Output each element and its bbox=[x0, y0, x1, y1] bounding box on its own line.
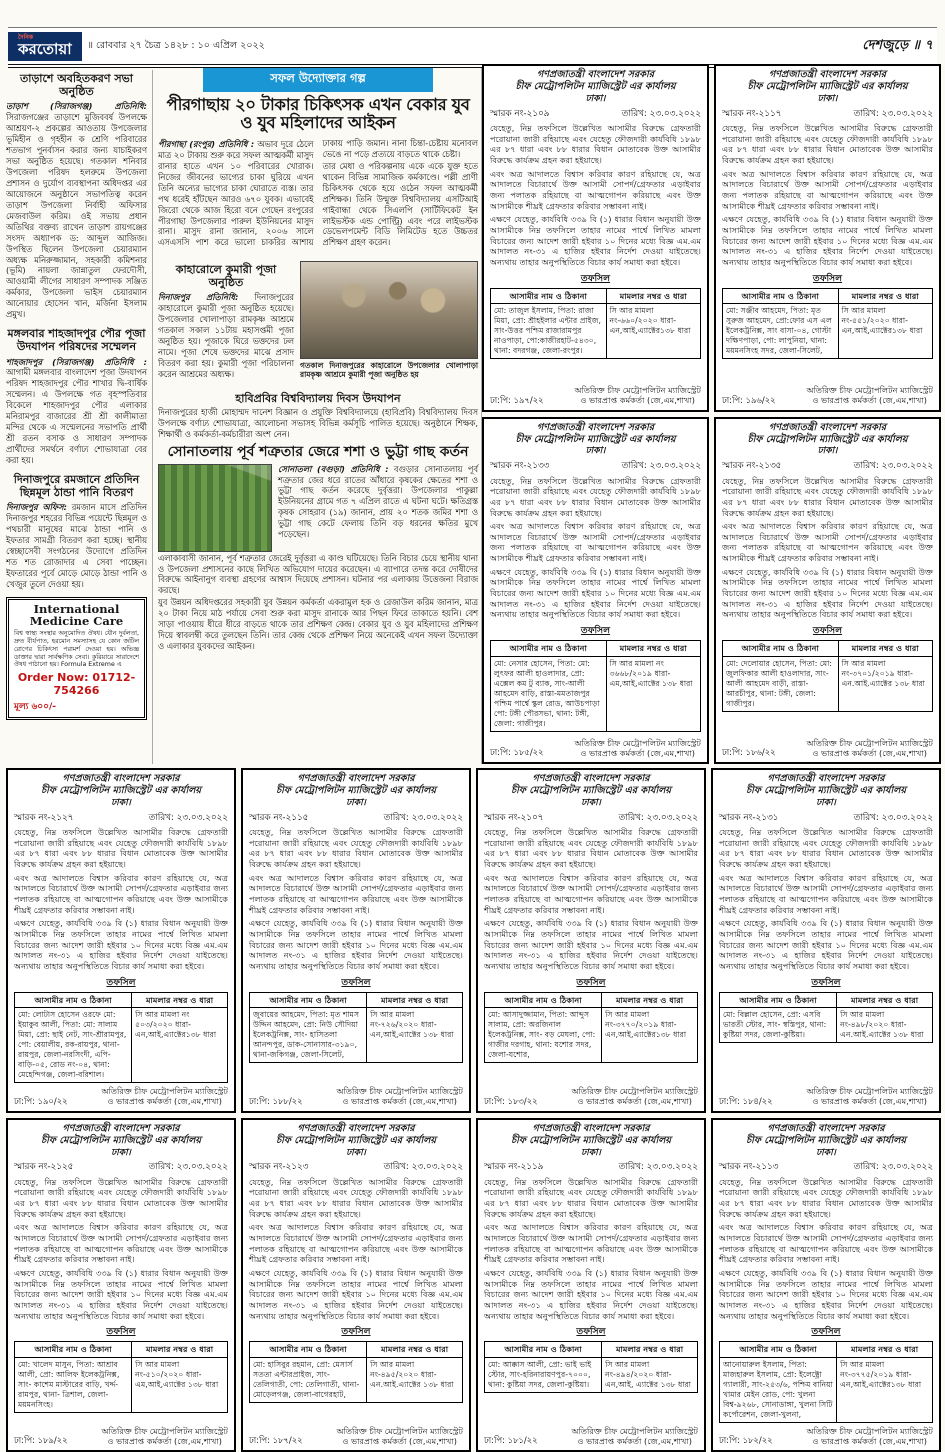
dp-number: ঢা:পি: ১৯৬/২২ bbox=[722, 394, 776, 405]
accused-table bbox=[722, 640, 933, 712]
notice-para-3: এক্ষণে যেহেতু, কার্যবিধি ৩৩৯ বি (১) ধারার বিধান অনুযায়ী উক্ত আসামীকে নিম্ন তফসিলে তাহার নামের পার্শ্বে লিখিত মামলা বিচারের জন্য আদেশ জারী হইবার ১০ দিনের মধ্যে বিজ্ঞ এম.এম আদালত নং-৩১ এ হাজির হইবার নির্দেশ দেওয়া যাইতেছে। অন্যথায় তাহার অনুপস্থিতিতে বিচার কার্য সমাধা করা হইবে। bbox=[249, 918, 463, 971]
memo-number: স্মারক নং-২১৩৩ bbox=[490, 461, 550, 472]
case-number-section: সি আর মামলা নং-৩৭০১/২০১৯ ধারা-এন.আই.এ্যাক্টের ১৩৮ ধারা bbox=[838, 656, 933, 711]
crop-field-photo bbox=[158, 464, 272, 552]
notice-para-2: এবং অত্র আদালতে বিশ্বাস করিবার কারণ রহিয়াছে যে, অত্র আদালতে বিচারার্থে উক্ত আসামী সোপর্দ/গ্রেফতার এড়াইবার জন্য পলাতক রহিয়াছে বা আত্মগোপন করিয়াছে এবং উক্ত আসামীকে শীঘ্রই গ্রেফতার করিবার সম্ভাবনা নাই। bbox=[722, 168, 933, 211]
case-number-section: সি আর মামলা নং ৫০৩/২০২০ ধারা-এন,আই,এ্যাক্টের১৩৮ ধারা bbox=[132, 1008, 228, 1083]
dp-number: ঢা:পি: ১৮২/২২ bbox=[719, 1435, 773, 1446]
accused-name-address: মো: লোটাস হোসেন ওরফে মো: ইয়াকুব আলী, পিতা: মো: সালাম মিয়া, প্রো: ছাই নেট, সাং-শ্রীরামপুর, পো: বেয়ালীয়, রক-রায়পুর, থানা-রায়পুর, জেলা-নরসিংদী, এপি-বাড়ি-০৫, রোড নং-০৪, থানা: মেহেন্দিগঞ্জ, জেলা-বরিশাল। bbox=[15, 1008, 132, 1083]
signature: অতিরিক্ত চীফ মেট্রোপলিটন ম্যাজিস্ট্রেট ও ভারপ্রাপ্ত কর্মকর্তা (জে,এম,শাখা) bbox=[336, 1425, 463, 1447]
accused-table bbox=[722, 288, 933, 360]
dp-number: ঢা:পি: ১৮৪/২২ bbox=[719, 1095, 773, 1106]
case-number-section: সি আর মামলা নং-৪৯৫/২০২০ ধারা-এন.আই.এ্যাক্টের ১৩৮ ধারা bbox=[367, 1357, 463, 1402]
feature-headline: পীরগাছায় ২০ টাকার চিকিৎসক এখন বেকার যুব ও যুব মহিলাদের আইকন bbox=[166, 95, 470, 133]
notice-para-1: যেহেতু, নিম্ন তফসিলে উল্লেখিত আসামীর বিরুদ্ধে গ্রেফতারী পরোয়ানা জারী রহিয়াছে এবং যেহেতু ফৌজদারী কার্যবিধি ১৮৯৮ এর ৮৭ ধারা এবং ৮৮ ধারার বিধান মোতাবেক উক্ত আসামীর বিরুদ্ধে কার্যক্রম গ্রহন করা হইয়াছে। bbox=[484, 827, 698, 870]
col-header-name-address: আসামীর নাম ও ঠিকানা bbox=[491, 641, 607, 657]
notice-para-1: যেহেতু, নিম্ন তফসিলে উল্লেখিত আসামীর বিরুদ্ধে গ্রেফতারী পরোয়ানা জারী রহিয়াছে এবং যেহেতু ফৌজদারী কার্যবিধি ১৮৯৮ এর ৮৭ ধারা এবং ৮৮ ধারার বিধান মোতাবেক উক্ত আসামীর বিরুদ্ধে কার্যক্রম গ্রহন করা হইয়াছে। bbox=[14, 827, 228, 870]
memo-number: স্মারক নং-২১২৩ bbox=[249, 1162, 309, 1173]
left-article bbox=[6, 72, 147, 320]
notice-date: তারিখ: ২৩.০৩.২০২২ bbox=[853, 461, 933, 472]
signature: অতিরিক্ত চীফ মেট্রোপলিটন ম্যাজিস্ট্রেট ও ভারপ্রাপ্ত কর্মকর্তা (জে,এম,শাখা) bbox=[336, 1086, 463, 1107]
gov-header: গণপ্রজাতন্ত্রী বাংলাদেশ সরকার চীফ মেট্রোপলিটন ম্যাজিস্ট্রেট এর কার্যালয় ঢাকা। bbox=[747, 421, 908, 457]
col-header-name-address: আসামীর নাম ও ঠিকানা bbox=[723, 288, 839, 304]
accused-table bbox=[719, 1341, 933, 1423]
col-header-name-address: আসামীর নাম ও ঠিকানা bbox=[250, 992, 367, 1008]
case-number-section: সি আর মামলা নং-৪৯৪/২০২০ ধারা-এন,আই, এ্যাক্টের ১৩৮ ধারা bbox=[602, 1357, 698, 1392]
memo-number: স্মারক নং-২১১৫ bbox=[249, 812, 309, 823]
court-notice bbox=[714, 417, 941, 765]
notice-para-1: যেহেতু, নিম্ন তফসিলে উল্লেখিত আসামীর বিরুদ্ধে গ্রেফতারী পরোয়ানা জারী রহিয়াছে এবং যেহেতু ফৌজদারী কার্যবিধি ১৮৯৮ এর ৮৭ ধারা এবং ৮৮ ধারার বিধান মোতাবেক উক্ত আসামীর বিরুদ্ধে কার্যক্রম গ্রহন করা হইয়াছে। bbox=[249, 1176, 463, 1219]
notice-para-2: এবং অত্র আদালতে বিশ্বাস করিবার কারণ রহিয়াছে যে, অত্র আদালতে বিচারার্থে উক্ত আসামী সোপর্দ/গ্রেফতার এড়াইবার জন্য পলাতক রহিয়াছে বা আত্মগোপন করিয়াছে এবং উক্ত আসামীকে শীঘ্রই গ্রেফতার করিবার সম্ভাবনা নাই। bbox=[719, 872, 933, 915]
top-notice-grid bbox=[482, 64, 941, 764]
tafsil-heading: তফসিল bbox=[576, 976, 606, 988]
accused-name-address: জুবায়ের আহমেদ, পিতা: মৃত শামস উদ্দিন আহমেদ, প্রো: নিউ সৌদিয়া ইলেকট্রনিক্স, সাং- হাসিতলা আনন্দপুর, ডাক-সোনাসার-৩১৯০, থানা-জকিগঞ্জ, জেলা-সিলেট, bbox=[250, 1008, 367, 1063]
memo-number: স্মারক নং-২১০৯ bbox=[490, 108, 550, 119]
accused-name-address: মো: আক্কাস আলী, প্রো: ভাই ভাই স্টোর, সাং-হরিনারায়ণপুর-৭০০০, থানা: কুষ্টিয়া সদর, জেলা-কুষ্টিয়া। bbox=[485, 1357, 602, 1392]
col-header-case-section: মামলার নম্বর ও ধারা bbox=[367, 992, 463, 1008]
notice-date: তারিখ: ২৩.০৩.২০২২ bbox=[853, 108, 933, 119]
memo-number: স্মারক নং-২১১৭ bbox=[722, 108, 782, 119]
notice-para-1: যেহেতু, নিম্ন তফসিলে উল্লেখিত আসামীর বিরুদ্ধে গ্রেফতারী পরোয়ানা জারী রহিয়াছে এবং যেহেতু ফৌজদারী কার্যবিধি ১৮৯৮ এর ৮৭ ধারা এবং ৮৮ ধারার বিধান মোতাবেক উক্ত আসামীর বিরুদ্ধে কার্যক্রম গ্রহন করা হইয়াছে। bbox=[490, 123, 701, 166]
tafsil-heading: তফসিল bbox=[580, 625, 611, 637]
article-headline: তাড়াশে অবহিতকরণ সভা অনুষ্ঠিত bbox=[20, 72, 133, 99]
habiprobi-body: দিনাজপুরের হাজী মোহাম্মদ দানেশ বিজ্ঞান ও প্রযুক্তি বিশ্ববিদ্যালয়ে (হাবিপ্রবি) বিশ্ববিদ্যালয় দিবস উপলক্ষে বর্ণাঢ্য শোভাযাত্রা, আলোচনা সভাসহ বিভিন্ন কর্মসূচি পালিত হয়েছে। অনুষ্ঠানে শিক্ষক, শিক্ষার্থী ও কর্মকর্তা-কর্মচারীরা অংশ নেন। bbox=[158, 407, 478, 439]
signature: অতিরিক্ত চীফ মেট্রোপলিটন ম্যাজিস্ট্রেট ও ভারপ্রাপ্ত কর্মকর্তা (জে,এম,শাখা) bbox=[101, 1425, 228, 1447]
article-byline: দিনাজপুর অফিস: bbox=[6, 502, 72, 513]
signature: অতিরিক্ত চীফ মেট্রোপলিটন ম্যাজিস্ট্রেট ও ভারপ্রাপ্ত কর্মকর্তা (জে,এম,শাখা) bbox=[806, 385, 933, 406]
left-article bbox=[6, 327, 147, 466]
habiprobi-headline: হাবিপ্রবির বিশ্ববিদ্যালয় দিবস উদযাপন bbox=[235, 391, 401, 405]
article-headline: মঙ্গলবার শাহজাদপুর পৌর পূজা উদযাপন পরিষদের সম্মেলন bbox=[7, 327, 146, 354]
col-header-case-section: মামলার নম্বর ও ধারা bbox=[838, 641, 933, 657]
dp-number: ঢা:পি: ১৮৬/২২ bbox=[722, 747, 776, 758]
signature: অতিরিক্ত চীফ মেট্রোপলিটন ম্যাজিস্ট্রেট ও ভারপ্রাপ্ত কর্মকর্তা (জে,এম,শাখা) bbox=[806, 1425, 933, 1447]
feature-body-1: অভাব দূরে ঠেলে মাত্র ২০ টাকায় শুরু করে সফল আত্মকর্মী মাসুদ রানার হাতে এখন ১০ পরিবারের খোরাক। নিজের জীবনের ভাগ্যের চাকা ঘুরিয়ে এখন তিনি অন্যের ভাগ্যের চাকা ঘোরাতে ব্যস্ত। তার পথ ধরেই হাঁটছেন আরও ৬৭০ যুবক। এভাবেই জিরো থেকে আজ হিরো বনে গেছেন রংপুরের পীরগাছা উপজেলার পারুল ইউনিয়নের মাসুদ রানা। মাসুদ রানা জানান, ২০০৬ সালে এসএসসি পাশ করে ভালো চাকরির আশায় ঢাকায় পাড়ি জমান। নানা চিন্তা-চেষ্টায় মনোবল ভেঙে না পড়ে প্রত্যয়ে বাড়তে থাকে চেষ্টা। bbox=[158, 137, 478, 248]
dp-number: ঢা:পি: ১৮৫/২২ bbox=[490, 747, 544, 758]
notice-date: তারিখ: ২৩.০৩.২০২২ bbox=[383, 1162, 463, 1173]
section-label: দেশজুড়ে ॥ ৭ bbox=[862, 37, 933, 53]
notice-para-2: এবং অত্র আদালতে বিশ্বাস করিবার কারণ রহিয়াছে যে, অত্র আদালতে বিচারার্থে উক্ত আসামী সোপর্দ/গ্রেফতার এড়াইবার জন্য পলাতক রহিয়াছে বা আত্মগোপন করিয়াছে এবং উক্ত আসামীকে শীঘ্রই গ্রেফতার করিবার সম্ভাবনা নাই। bbox=[14, 1222, 228, 1265]
signature: অতিরিক্ত চীফ মেট্রোপলিটন ম্যাজিস্ট্রেট ও ভারপ্রাপ্ত কর্মকর্তা (জে,এম,শাখা) bbox=[574, 385, 701, 406]
notice-date: তারিখ: ২৩.০৩.২০২২ bbox=[618, 812, 698, 823]
notice-para-2: এবং অত্র আদালতে বিশ্বাস করিবার কারণ রহিয়াছে যে, অত্র আদালতে বিচারার্থে উক্ত আসামী সোপর্দ/গ্রেফতার এড়াইবার জন্য পলাতক রহিয়াছে বা আত্মগোপন করিয়াছে এবং উক্ত আসামীকে শীঘ্রই গ্রেফতার করিবার সম্ভাবনা নাই। bbox=[249, 872, 463, 915]
accused-name-address: মো: দেলোয়ার হোসেন, পিতা: মো: জুলফিকার আলী হাওলাদার, সাং-আলী আহমেদ বাড়ী, রাস্তা- আরচীপুর, থানা: টঙ্গী, জেলা: গাজীপুর। bbox=[723, 656, 839, 711]
court-notice bbox=[241, 768, 471, 1113]
notice-para-2: এবং অত্র আদালতে বিশ্বাস করিবার কারণ রহিয়াছে যে, অত্র আদালতে বিচারার্থে উক্ত আসামী সোপর্দ/গ্রেফতার এড়াইবার জন্য পলাতক রহিয়াছে বা আত্মগোপন করিয়াছে এবং উক্ত আসামীকে শীঘ্রই গ্রেফতার করিবার সম্ভাবনা নাই। bbox=[484, 872, 698, 915]
accused-table bbox=[249, 1341, 463, 1403]
notice-date: তারিখ: ২৩.০৩.২০২২ bbox=[621, 461, 701, 472]
notice-date: তারিখ: ২৩.০৩.২০২২ bbox=[618, 1162, 698, 1173]
tafsil-heading: তফসিল bbox=[811, 976, 841, 988]
tafsil-heading: তফসিল bbox=[106, 976, 136, 988]
gov-header: গণপ্রজাতন্ত্রী বাংলাদেশ সরকার চীফ মেট্রোপলিটন ম্যাজিস্ট্রেট এর কার্যালয় ঢাকা। bbox=[745, 1122, 907, 1158]
accused-name-address: মো: আসাদুজ্জামান, পিতা: আব্দুস সালাম, প্রো: অরজিনাল ইলেকট্রনিক্স, সাং- বড় মেঘলা, পো: গাজীর দরগাহ, থানা: যশোর সদর, জেলা-যশোর, bbox=[485, 1008, 602, 1063]
memo-number: স্মারক নং-২১০৭ bbox=[484, 812, 544, 823]
masthead bbox=[8, 27, 937, 68]
case-number-section: সি আর মামলা নং-৫১০/২০২০ ধারা-এম,আই,এ্যাক্টের ১৩৮ ধারা bbox=[132, 1357, 228, 1412]
accused-name-address: মো: হাসিবুর রহমান, প্রো: মেসার্স সততা এন্টারপ্রাইজ, সাং-তেলিগাতী, পো: তেলিগাতী, থানা- মোড়েলগঞ্জ, জেলা-বাগেরহাট, bbox=[250, 1357, 367, 1402]
notice-date: তারিখ: ২৩.০৩.২০২২ bbox=[621, 108, 701, 119]
accused-name-address: মো: খালেদ মাসুন, পিতা: আশ্রাব আলী, প্রো: আলিফ ইলেকট্রনিক্স, সাং- কাশেম মাস্টারের বাড়ি, খর্দ্দ-রামপুর, থানা- ত্রিশাল, জেলা-ময়মনসিংহ। bbox=[15, 1357, 132, 1412]
court-notice bbox=[714, 64, 941, 412]
case-number-section: সি আর মামলা নং-৫৫১/২০২০ ধারা-এন,আই,এ্যাক্টের১৩৮ ধারা bbox=[838, 304, 933, 359]
notice-para-3: এক্ষণে যেহেতু, কার্যবিধি ৩৩৯ বি (১) ধারার বিধান অনুযায়ী উক্ত আসামীকে নিম্ন তফসিলে তাহার নামের পার্শ্বে লিখিত মামলা বিচারের জন্য আদেশ জারী হইবার ১০ দিনের মধ্যে বিজ্ঞ এম.এম আদালত নং-৩১ এ হাজির হইবার নির্দেশ দেওয়া যাইতেছে। অন্যথায় তাহার অনুপস্থিতিতে বিচার কার্য সমাধা করা হইবে। bbox=[249, 1267, 463, 1321]
notice-para-3: এক্ষণে যেহেতু, কার্যবিধি ৩৩৯ বি (১) ধারার বিধান অনুযায়ী উক্ত আসামীকে নিম্ন তফসিলে তাহার নামের পার্শ্বে লিখিত মামলা বিচারের জন্য আদেশ জারী হইবার ১০ দিনের মধ্যে বিজ্ঞ এম.এম আদালত নং-৩১ এ হাজির হইবার নির্দেশ দেওয়া যাইতেছে। অন্যথায় তাহার অনুপস্থিতিতে বিচার কার্য সমাধা করা হইবে। bbox=[490, 214, 701, 267]
signature: অতিরিক্ত চীফ মেট্রোপলিটন ম্যাজিস্ট্রেট ও ভারপ্রাপ্ত কর্মকর্তা (জে,এম,শাখা) bbox=[806, 737, 933, 758]
sonatola-byline: সোনাতলা (বগুড়া) প্রতিনিধি : bbox=[278, 463, 389, 474]
memo-number: স্মারক নং-২১১৩ bbox=[719, 1162, 779, 1173]
memo-number: স্মারক নং-২১৩৫ bbox=[722, 461, 782, 472]
notice-para-2: এবং অত্র আদালতে বিশ্বাস করিবার কারণ রহিয়াছে যে, অত্র আদালতে বিচারার্থে উক্ত আসামী সোপর্দ/গ্রেফতার এড়াইবার জন্য পলাতক রহিয়াছে বা আত্মগোপন করিয়াছে এবং উক্ত আসামীকে শীঘ্রই গ্রেফতার করিবার সম্ভাবনা নাই। bbox=[719, 1222, 933, 1265]
photo-caption: গতকাল দিনাজপুরের কাহারোলে উপজেলার খোলাপাড়া রামকৃষ্ণ আশ্রমে কুমারী পূজা অনুষ্ঠিত হয় bbox=[300, 360, 478, 380]
col-header-name-address: আসামীর নাম ও ঠিকানা bbox=[491, 288, 607, 304]
signature: অতিরিক্ত চীফ মেট্রোপলিটন ম্যাজিস্ট্রেট ও ভারপ্রাপ্ত কর্মকর্তা (জে,এম,শাখা) bbox=[571, 1086, 698, 1107]
notice-para-1: যেহেতু, নিম্ন তফসিলে উল্লেখিত আসামীর বিরুদ্ধে গ্রেফতারী পরোয়ানা জারী রহিয়াছে এবং যেহেতু ফৌজদারী কার্যবিধি ১৮৯৮ এর ৮৭ ধারা এবং ৮৮ ধারার বিধান মোতাবেক উক্ত আসামীর বিরুদ্ধে কার্যক্রম গ্রহন করা হইয়াছে। bbox=[484, 1176, 698, 1219]
case-number-section: সি আর মামলা নং-৩৭৭৫/২০১৯ ধারা-এন,আই,এ্যাক্টের১৩৮ ধারা bbox=[837, 1357, 933, 1422]
accused-name-address: মো: নেসার হোসেন, পিতা: মো: লুৎফর আলী হাওলাদার, প্রো: এক্সেল কম টু ব্যাক, সাং-আলী আহমেদ বাড়ি, রাস্তা-মমতাজপুর পশ্চিম পার্শ্বে স্কুল রোড, আউচপাড়া পো: টঙ্গী পৌরসভা, থানা: টঙ্গী, জেলা: গাজীপুর। bbox=[491, 656, 607, 731]
notice-date: তারিখ: ২৩.০৩.২০২২ bbox=[383, 812, 463, 823]
court-notice bbox=[711, 768, 941, 1113]
notice-para-2: এবং অত্র আদালতে বিশ্বাস করিবার কারণ রহিয়াছে যে, অত্র আদালতে বিচারার্থে উক্ত আসামী সোপর্দ/গ্রেফতার এড়াইবার জন্য পলাতক রহিয়াছে বা আত্মগোপন করিয়াছে এবং উক্ত আসামীকে শীঘ্রই গ্রেফতার করিবার সম্ভাবনা নাই। bbox=[249, 1222, 463, 1265]
court-notice bbox=[241, 1118, 471, 1452]
accused-table bbox=[719, 992, 933, 1044]
bottom-notice-grid bbox=[6, 768, 941, 1446]
feature-byline: পীরগাছা (রংপুর) প্রতিনিধি : bbox=[158, 138, 255, 149]
signature: অতিরিক্ত চীফ মেট্রোপলিটন ম্যাজিস্ট্রেট ও ভারপ্রাপ্ত কর্মকর্তা (জে,এম,শাখা) bbox=[806, 1086, 933, 1107]
accused-table bbox=[490, 640, 701, 732]
gov-header: গণপ্রজাতন্ত্রী বাংলাদেশ সরকার চীফ মেট্রোপলিটন ম্যাজিস্ট্রেট এর কার্যালয় ঢাকা। bbox=[745, 773, 907, 808]
notice-para-3: এক্ষণে যেহেতু, কার্যবিধি ৩৩৯ বি (১) ধারার বিধান অনুযায়ী উক্ত আসামীকে নিম্ন তফসিলে তাহার নামের পার্শ্বে লিখিত মামলা বিচারের জন্য আদেশ জারী হইবার ১০ দিনের মধ্যে বিজ্ঞ এম.এম আদালত নং-৩১ এ হাজির হইবার নির্দেশ দেওয়া যাইতেছে। অন্যথায় তাহার অনুপস্থিতিতে বিচার কার্য সমাধা করা হইবে। bbox=[719, 1267, 933, 1321]
accused-name-address: মো: বিল্লাল হোসেন, প্রো: এসবি ভারতী স্টোর, সাং- স্বস্তিপুর, থানা: কুষ্টিয়া সদর, জেলা-কুষ্টিয়া। bbox=[720, 1008, 837, 1043]
gov-header: গণপ্রজাতন্ত্রী বাংলাদেশ সরকার চীফ মেট্রোপলিটন ম্যাজিস্ট্রেট এর কার্যালয় ঢাকা। bbox=[275, 1122, 437, 1158]
tafsil-heading: তফসিল bbox=[812, 625, 843, 637]
notice-para-1: যেহেতু, নিম্ন তফসিলে উল্লেখিত আসামীর বিরুদ্ধে গ্রেফতারী পরোয়ানা জারী রহিয়াছে এবং যেহেতু ফৌজদারী কার্যবিধি ১৮৯৮ এর ৮৭ ধারা এবং ৮৮ ধারার বিধান মোতাবেক উক্ত আসামীর বিরুদ্ধে কার্যক্রম গ্রহন করা হইয়াছে। bbox=[719, 827, 933, 870]
tafsil-heading: তফসিল bbox=[811, 1326, 841, 1338]
gov-header: গণপ্রজাতন্ত্রী বাংলাদেশ সরকার চীফ মেট্রোপলিটন ম্যাজিস্ট্রেট এর কার্যালয় ঢাকা। bbox=[515, 69, 676, 104]
feature-body-2: তার মেধা ও পরিকল্পনায় একে একে যুক্ত হতে থাকেন বিভিন্ন সামাজিক কর্মকাণ্ডে। পল্লী প্রাণী চিকিৎসক থেকে হয়ে ওঠেন সফল আত্মকর্মী প্রশিক্ষক। তিনি উন্মুক্ত বিশ্ববিদ্যালয় এসটিআই গাইবান্ধা থেকে সিএলপি (সার্টিফিকেট ইন লাইভস্টক এন্ড পোল্ট্রি) এবং পরে লাইভস্টক ডেভেলপমেন্ট বিডি লিমিটেড হতে উচ্চতর প্রশিক্ষণ গ্রহণ করেন। bbox=[322, 160, 478, 248]
tafsil-heading: তফসিল bbox=[812, 272, 843, 284]
article-body: দিনাজপুরের কাহারোলে কুমারী পূজা অনুষ্ঠিত হয়েছে। উপজেলার খোলাপাড়া রামকৃষ্ণ আশ্রমে গতকাল সকাল ১১টায় মহাসপ্তমী পূজা অনুষ্ঠিত হয়। পূজাকে ঘিরে ভক্তদের ঢল নামে। পূজা শেষে ভক্তদের মাঝে প্রসাদ বিতরণ করা হয়। কুমারী পূজা পরিচালনা করেন আশ্রমের অধ্যক্ষ। bbox=[158, 292, 294, 379]
notice-para-1: যেহেতু, নিম্ন তফসিলে উল্লেখিত আসামীর বিরুদ্ধে গ্রেফতারী পরোয়ানা জারী রহিয়াছে এবং যেহেতু ফৌজদারী কার্যবিধি ১৮৯৮ এর ৮৭ ধারা এবং ৮৮ ধারার বিধান মোতাবেক উক্ত আসামীর বিরুদ্ধে কার্যক্রম গ্রহন করা হইয়াছে। bbox=[14, 1176, 228, 1219]
notice-para-2: এবং অত্র আদালতে বিশ্বাস করিবার কারণ রহিয়াছে যে, অত্র আদালতে বিচারার্থে উক্ত আসামী সোপর্দ/গ্রেফতার এড়াইবার জন্য পলাতক রহিয়াছে বা আত্মগোপন করিয়াছে এবং উক্ত আসামীকে শীঘ্রই গ্রেফতার করিবার সম্ভাবনা নাই। bbox=[484, 1222, 698, 1265]
col-header-case-section: মামলার নম্বর ও ধারা bbox=[837, 992, 933, 1008]
article-body: সিরাজগঞ্জের তাড়াশে মুজিববর্ষ উপলক্ষে আশ্রয়ণ-২ প্রকল্পের আওতায় উপজেলার ভূমিহীন ও গৃহহীন ক শ্রেণি পরিবারের শতভাগ পুনর্বাসন করার জন্য যাচাইকরণ সভা অনুষ্ঠিত হয়েছে। গতকাল শনিবার উপজেলা পরিষদ হলরুমে উপজেলা প্রশাসন ও দুর্যোগ ব্যবস্থাপনা অধিদপ্তর এর আয়োজনে অনুষ্ঠানে সভাপতিত্ব করেন তাড়াশ উপজেলা নির্বাহী অফিসার মেজবাউল করিম। ওই সভায় প্রধান অতিথির বক্তব্য রাখেন তাড়াশ রায়গঞ্জের সংসদ অধ্যাপক ড: আব্দুল আজিজ। উপস্থিত ছিলেন উপজেলা চেয়ারম্যান অধ্যক্ষ মনিরুজ্জামান, সহকারী কমিশনার (ভূমি) নায়লা জান্নাতুল ফেরদৌসী, আওয়ামী লীগের সাধারণ সম্পাদক সঞ্জিত কর্মকার, উপজেলা ভাইস চেয়ারম্যান আনোয়ার হোসেন খান, মর্জিনা ইসলাম প্রমুখ। bbox=[6, 112, 147, 320]
gov-header: গণপ্রজাতন্ত্রী বাংলাদেশ সরকার চীফ মেট্রোপলিটন ম্যাজিস্ট্রেট এর কার্যালয় ঢাকা। bbox=[40, 773, 202, 808]
ad-title: International Medicine Care bbox=[29, 601, 124, 629]
col-header-case-section: মামলার নম্বর ও ধারা bbox=[606, 288, 701, 304]
notice-para-2: এবং অত্র আদালতে বিশ্বাস করিবার কারণ রহিয়াছে যে, অত্র আদালতে বিচারার্থে উক্ত আসামী সোপর্দ/গ্রেফতার এড়াইবার জন্য পলাতক রহিয়াছে বা আত্মগোপন করিয়াছে এবং উক্ত আসামীকে শীঘ্রই গ্রেফতার করিবার সম্ভাবনা নাই। bbox=[722, 521, 933, 564]
dp-number: ঢা:পি: ১৮৯/২২ bbox=[14, 1435, 68, 1446]
col-header-case-section: মামলার নম্বর ও ধারা bbox=[837, 1342, 933, 1358]
memo-number: স্মারক নং-২১২৫ bbox=[14, 1162, 74, 1173]
left-article bbox=[6, 473, 147, 590]
signature: অতিরিক্ত চীফ মেট্রোপলিটন ম্যাজিস্ট্রেট ও ভারপ্রাপ্ত কর্মকর্তা (জে,এম,শাখা) bbox=[574, 737, 701, 758]
court-notice bbox=[482, 64, 709, 412]
col-header-case-section: মামলার নম্বর ও ধারা bbox=[132, 992, 228, 1008]
tafsil-heading: তফসিল bbox=[576, 1326, 606, 1338]
notice-para-3: এক্ষণে যেহেতু, কার্যবিধি ৩৩৯ বি (১) ধারার বিধান অনুযায়ী উক্ত আসামীকে নিম্ন তফসিলে তাহার নামের পার্শ্বে লিখিত মামলা বিচারের জন্য আদেশ জারী হইবার ১০ দিনের মধ্যে বিজ্ঞ এম.এম আদালত নং-৩১ এ হাজির হইবার নির্দেশ দেওয়া যাইতেছে। অন্যথায় তাহার অনুপস্থিতিতে বিচার কার্য সমাধা করা হইবে। bbox=[484, 918, 698, 971]
notice-para-1: যেহেতু, নিম্ন তফসিলে উল্লেখিত আসামীর বিরুদ্ধে গ্রেফতারী পরোয়ানা জারী রহিয়াছে এবং যেহেতু ফৌজদারী কার্যবিধি ১৮৯৮ এর ৮৭ ধারা এবং ৮৮ ধারার বিধান মোতাবেক উক্ত আসামীর বিরুদ্ধে কার্যক্রম গ্রহন করা হইয়াছে। bbox=[722, 123, 933, 166]
gov-header: গণপ্রজাতন্ত্রী বাংলাদেশ সরকার চীফ মেট্রোপলিটন ম্যাজিস্ট্রেট এর কার্যালয় ঢাকা। bbox=[510, 1122, 672, 1158]
sonatola-body: বগুড়ার সোনাতলায় পূর্ব শত্রুতার জের ধরে রাতের আঁধারে কৃষকের ক্ষেতের শশা ও ভুট্টা গাছ কর্তন করেছে দুর্বৃত্তরা। উপজেলার পাকুল্লা ইউনিয়নের গ্রামে গত ৭ এপ্রিল রাতে এ ঘটনা ঘটে। ক্ষতিগ্রস্ত কৃষক সোহরাব (১৯) জানান, প্রায় ২০ শতক জমির শশা ও ভুট্টা গাছ কেটে ফেলায় তিনি বড় ধরনের ক্ষতির মুখে পড়েছেন। bbox=[278, 463, 478, 540]
col-header-name-address: আসামীর নাম ও ঠিকানা bbox=[485, 992, 602, 1008]
date-line: ॥ রোববার ২৭ চৈত্র ১৪২৮ : ১০ এপ্রিল ২০২২ bbox=[88, 39, 265, 54]
tafsil-heading: তফসিল bbox=[580, 272, 611, 284]
ad-price: মূল্য ৬০০/- bbox=[14, 702, 57, 713]
notice-para-3: এক্ষণে যেহেতু, কার্যবিধি ৩৩৯ বি (১) ধারার বিধান অনুযায়ী উক্ত আসামীকে নিম্ন তফসিলে তাহার নামের পার্শ্বে লিখিত মামলা বিচারের জন্য আদেশ জারী হইবার ১০ দিনের মধ্যে বিজ্ঞ এম.এম আদালত নং-৩১ এ হাজির হইবার নির্দেশ দেওয়া যাইতেছে। অন্যথায় তাহার অনুপস্থিতিতে বিচার কার্য সমাধা করা হইবে। bbox=[14, 1267, 228, 1321]
accused-table bbox=[490, 288, 701, 360]
col-header-name-address: আসামীর নাম ও ঠিকানা bbox=[485, 1342, 602, 1358]
ad-body-text: বিশ্ব স্বাস্থ্য সংস্থার অনুমোদিত ঔষধ। যৌন দুর্বলতা, দ্রুত বীর্যপাত, হরমোন সমস্যাসহ যে কোন জটিল রোগের চিকিৎসা পরামর্শ দেওয়া হয়। অভিজ্ঞ ডাক্তার দ্বারা সার্বক্ষণিক সেবা। কুরিয়ারে সারাদেশে ঔষধ পাঠানো হয়। Formula Extreme এ bbox=[14, 630, 139, 669]
col-header-case-section: মামলার নম্বর ও ধারা bbox=[602, 1342, 698, 1358]
article-body: আগামী মঙ্গলবার বাংলাদেশ পূজা উদযাপন পরিষদ শাহজাদপুর পৌর শাখার দ্বি-বার্ষিক সম্মেলন। এ উপলক্ষে গত বৃহস্পতিবার বিকেলে শাহজাদপুর পৌর এলাকার মনিরামপুর বাজারের শ্রী শ্রী কালীমাতা মন্দির থেকে এ সম্মেলনের সভাপতি প্রার্থী শ্রী রতন বসাক ও সাধারণ সম্পাদক প্রার্থীদের সমর্থনে বর্ণাঢ্য শোভাযাত্রা বের করা হয়। bbox=[6, 367, 147, 465]
memo-number: স্মারক নং-২১২৭ bbox=[14, 812, 74, 823]
gov-header: গণপ্রজাতন্ত্রী বাংলাদেশ সরকার চীফ মেট্রোপলিটন ম্যাজিস্ট্রেট এর কার্যালয় ঢাকা। bbox=[515, 421, 676, 457]
gov-header: গণপ্রজাতন্ত্রী বাংলাদেশ সরকার চীফ মেট্রোপলিটন ম্যাজিস্ট্রেট এর কার্যালয় ঢাকা। bbox=[275, 773, 437, 808]
logo-text: করতোয়া bbox=[18, 39, 72, 58]
col-header-name-address: আসামীর নাম ও ঠিকানা bbox=[723, 641, 839, 657]
dp-number: ঢা:পি: ১৮৩/২২ bbox=[484, 1095, 538, 1106]
ad-box bbox=[6, 597, 147, 721]
col-header-name-address: আসামীর নাম ও ঠিকানা bbox=[720, 1342, 837, 1358]
case-number-section: সি আর মামলা নং ৩৬৬৮/২০১৯ ধারা-এম,আই,এ্যাক্টের ১৩৮ ধারা bbox=[606, 656, 701, 731]
article-byline: শাহজাদপুর (সিরাজগঞ্জ) প্রতিনিধি : bbox=[6, 356, 147, 367]
court-notice bbox=[711, 1118, 941, 1452]
col-header-case-section: মামলার নম্বর ও ধারা bbox=[132, 1342, 228, 1358]
feature-tail: যুব উন্নয়ন অধিদপ্তরের সহকারী যুব উন্নয়ন কর্মকর্তা একরামুল হক ও রেজাউল করিম জানান, মাত্র ২০ টাকা নিয়ে মাঠ পর্যায়ে সেবা শুরু করা মাসুদ রানাকে আর পিছন ফিরে তাকাতে হয়নি। বেশ সাড়া পাওয়ায় ধীরে ধীরে বাড়তে থাকে তার প্রশিক্ষণ কেন্দ্র। বেকার যুব ও যুব মহিলাদের প্রশিক্ষণ দিয়ে স্বাবলম্বী করে তুলছেন তিনি। তার কেন্দ্র থেকে প্রশিক্ষণ নিয়ে অনেকেই এখন সফল উদ্যোক্তা ও এলাকার যুবকদের আইকন। bbox=[158, 597, 478, 652]
col-header-name-address: আসামীর নাম ও ঠিকানা bbox=[15, 1342, 132, 1358]
dp-number: ঢা:পি: ১৯০/২২ bbox=[14, 1095, 68, 1106]
article-headline: দিনাজপুরে রমজানে প্রতিদিন ছিন্নমূল ঠান্ডা পানি বিতরণ bbox=[13, 472, 140, 500]
notice-para-2: এবং অত্র আদালতে বিশ্বাস করিবার কারণ রহিয়াছে যে, অত্র আদালতে বিচারার্থে উক্ত আসামী সোপর্দ/গ্রেফতার এড়াইবার জন্য পলাতক রহিয়াছে বা আত্মগোপন করিয়াছে এবং উক্ত আসামীকে শীঘ্রই গ্রেফতার করিবার সম্ভাবনা নাই। bbox=[14, 872, 228, 915]
dp-number: ঢা:পি: ১৯৭/২২ bbox=[490, 394, 544, 405]
article-byline: তাড়াশ (সিরাজগঞ্জ) প্রতিনিধি: bbox=[6, 101, 147, 112]
court-notice bbox=[482, 417, 709, 765]
court-notice bbox=[476, 1118, 706, 1452]
notice-para-3: এক্ষণে যেহেতু, কার্যবিধি ৩৩৯ বি (১) ধারার বিধান অনুযায়ী উক্ত আসামীকে নিম্ন তফসিলে তাহার নামের পার্শ্বে লিখিত মামলা বিচারের জন্য আদেশ জারী হইবার ১০ দিনের মধ্যে বিজ্ঞ এম.এম আদালত নং-৩১ এ হাজির হইবার নির্দেশ দেওয়া যাইতেছে। অন্যথায় তাহার অনুপস্থিতিতে বিচার কার্য সমাধা করা হইবে। bbox=[722, 214, 933, 267]
dp-number: ঢা:পি: ১৮৭/২২ bbox=[249, 1435, 303, 1446]
feature-kicker: সফল উদ্যোক্তার গল্প bbox=[203, 68, 433, 92]
article-headline: কাহারোলে কুমারী পূজা অনুষ্ঠিত bbox=[175, 262, 277, 290]
notice-date: তারিখ: ২৩.০৩.২০২২ bbox=[148, 1162, 228, 1173]
article-byline: দিনাজপুর প্রতিনিধি: bbox=[158, 292, 239, 303]
accused-name-address: মো: সঞ্জীব আহমেদ, পিতা: মৃত সুরুজ আহমেদ, প্রো:ফোর এস এল ইলেকট্রনিক্স, সাং বাসা-০৪, গোস্টা দক্ষিণপাড়া, পো: লাপুনিয়া, থানা: ময়মনসিংহ সদর, জেলা-সিলেট, bbox=[723, 304, 839, 359]
case-number-section: সি আর মামলা নং-৭২৬/২০২০ ধারা-এন,আই,এ্যাক্টের ১৩৮ ধারা bbox=[367, 1008, 463, 1063]
left-column bbox=[6, 70, 153, 764]
gov-header: গণপ্রজাতন্ত্রী বাংলাদেশ সরকার চীফ মেট্রোপলিটন ম্যাজিস্ট্রেট এর কার্যালয় ঢাকা। bbox=[747, 69, 908, 104]
notice-para-1: যেহেতু, নিম্ন তফসিলে উল্লেখিত আসামীর বিরুদ্ধে গ্রেফতারী পরোয়ানা জারী রহিয়াছে এবং যেহেতু ফৌজদারী কার্যবিধি ১৮৯৮ এর ৮৭ ধারা এবং ৮৮ ধারার বিধান মোতাবেক উক্ত আসামীর বিরুদ্ধে কার্যক্রম গ্রহন করা হইয়াছে। bbox=[490, 475, 701, 518]
sonatola-headline: সোনাতলায় পূর্ব শত্রুতার জেরে শশা ও ভুট্টা গাছ কর্তন bbox=[167, 443, 469, 460]
case-number-section: সি আর মামলা নং-৪৯৮/২০২০ ধারা-এন.আই.এ্যাক্টের ১৩৮ ধারা bbox=[837, 1008, 933, 1043]
case-number-section: সি আর মামলা নং-৩৭৭০/২০১৯ ধারা-এন,আই,এ্যাক্টের১৩৮ ধারা bbox=[602, 1008, 698, 1063]
ad-order-line: Order Now: 01712-754266 bbox=[17, 671, 136, 698]
signature: অতিরিক্ত চীফ মেট্রোপলিটন ম্যাজিস্ট্রেট ও ভারপ্রাপ্ত কর্মকর্তা (জে,এম,শাখা) bbox=[571, 1425, 698, 1447]
kaharole-article bbox=[158, 261, 294, 380]
court-notice bbox=[476, 768, 706, 1113]
memo-number: স্মারক নং-২১১৯ bbox=[484, 1162, 544, 1173]
col-header-case-section: মামলার নম্বর ও ধারা bbox=[367, 1342, 463, 1358]
notice-para-3: এক্ষণে যেহেতু, কার্যবিধি ৩৩৯ বি (১) ধারার বিধান অনুযায়ী উক্ত আসামীকে নিম্ন তফসিলে তাহার নামের পার্শ্বে লিখিত মামলা বিচারের জন্য আদেশ জারী হইবার ১০ দিনের মধ্যে বিজ্ঞ এম.এম আদালত নং-৩১ এ হাজির হইবার নির্দেশ দেওয়া যাইতেছে। অন্যথায় তাহার অনুপস্থিতিতে বিচার কার্য সমাধা করা হইবে। bbox=[722, 566, 933, 620]
dp-number: ঢা:পি: ১৮১/২২ bbox=[484, 1435, 538, 1446]
memo-number: স্মারক নং-২১৩১ bbox=[719, 812, 779, 823]
accused-name-address: মো: তাজুল ইসলাম, পিতা: রাজা মিয়া, প্রো: শ্রীহইলার এন্টার প্রাইজ, সাং-উত্তর পশ্চিম রাজারামপুর নাওপাড়া, পো:কাজীরহাট-৫৪৩০, থানা: বদরগঞ্জ, জেলা-রংপুর। bbox=[491, 304, 607, 359]
logo-top-label: দৈনিক bbox=[18, 33, 34, 41]
court-notice bbox=[6, 1118, 236, 1452]
sonatola-body-2: এলাকাবাসী জানান, পূর্ব শত্রুতার জেরেই দুর্বৃত্তরা এ কাণ্ড ঘটিয়েছে। তিনি বিচার চেয়ে স্থানীয় থানা ও উপজেলা প্রশাসনের কাছে লিখিত অভিযোগ দায়ের করেছেন। এ ব্যাপারে তদন্ত করে দোষীদের বিরুদ্ধে আইনানুগ ব্যবস্থা গ্রহণের আশ্বাস দিয়েছে প্রশাসন। ঘটনার পর এলাকায় উত্তেজনা বিরাজ করছে। bbox=[158, 552, 478, 596]
notice-para-3: এক্ষণে যেহেতু, কার্যবিধি ৩৩৯ বি (১) ধারার বিধান অনুযায়ী উক্ত আসামীকে নিম্ন তফসিলে তাহার নামের পার্শ্বে লিখিত মামলা বিচারের জন্য আদেশ জারী হইবার ১০ দিনের মধ্যে বিজ্ঞ এম.এম আদালত নং-৩১ এ হাজির হইবার নির্দেশ দেওয়া যাইতেছে। অন্যথায় তাহার অনুপস্থিতিতে বিচার কার্য সমাধা করা হইবে। bbox=[14, 918, 228, 971]
accused-table bbox=[14, 992, 228, 1084]
notice-para-2: এবং অত্র আদালতে বিশ্বাস করিবার কারণ রহিয়াছে যে, অত্র আদালতে বিচারার্থে উক্ত আসামী সোপর্দ/গ্রেফতার এড়াইবার জন্য পলাতক রহিয়াছে বা আত্মগোপন করিয়াছে এবং উক্ত আসামীকে শীঘ্রই গ্রেফতার করিবার সম্ভাবনা নাই। bbox=[490, 168, 701, 211]
case-number-section: সি আর মামলা নং-৬৬০/২০২০ ধারা-এন,আই,এ্যাক্টের১৩৮ ধারা bbox=[606, 304, 701, 359]
dp-number: ঢা:পি: ১৮৮/২২ bbox=[249, 1095, 303, 1106]
article-body: রমজান মাসে প্রতিদিন দিনাজপুর শহরের বিভিন্ন পয়েন্টে ছিন্নমূল ও পথচারী মানুষের মাঝে ঠান্ডা পানি ও ইফতার সামগ্রী বিতরণ করা হচ্ছে। স্থানীয় স্বেচ্ছাসেবী সংগঠনের উদ্যোগে প্রতিদিন শত শত রোজাদার এ সেবা পাচ্ছেন। ইফতারের পূর্বে মোড়ে মোড়ে ঠান্ডা পানি ও খেজুর তুলে দেওয়া হয়। bbox=[6, 502, 147, 589]
tafsil-heading: তফসিল bbox=[341, 976, 371, 988]
court-notice bbox=[6, 768, 236, 1113]
col-header-case-section: মামলার নম্বর ও ধারা bbox=[838, 288, 933, 304]
center-column bbox=[158, 68, 482, 764]
notice-para-1: যেহেতু, নিম্ন তফসিলে উল্লেখিত আসামীর বিরুদ্ধে গ্রেফতারী পরোয়ানা জারী রহিয়াছে এবং যেহেতু ফৌজদারী কার্যবিধি ১৮৯৮ এর ৮৭ ধারা এবং ৮৮ ধারার বিধান মোতাবেক উক্ত আসামীর বিরুদ্ধে কার্যক্রম গ্রহন করা হইয়াছে। bbox=[249, 827, 463, 870]
notice-para-1: যেহেতু, নিম্ন তফসিলে উল্লেখিত আসামীর বিরুদ্ধে গ্রেফতারী পরোয়ানা জারী রহিয়াছে এবং যেহেতু ফৌজদারী কার্যবিধি ১৮৯৮ এর ৮৭ ধারা এবং ৮৮ ধারার বিধান মোতাবেক উক্ত আসামীর বিরুদ্ধে কার্যক্রম গ্রহন করা হইয়াছে। bbox=[719, 1176, 933, 1219]
notice-para-1: যেহেতু, নিম্ন তফসিলে উল্লেখিত আসামীর বিরুদ্ধে গ্রেফতারী পরোয়ানা জারী রহিয়াছে এবং যেহেতু ফৌজদারী কার্যবিধি ১৮৯৮ এর ৮৭ ধারা এবং ৮৮ ধারার বিধান মোতাবেক উক্ত আসামীর বিরুদ্ধে কার্যক্রম গ্রহন করা হইয়াছে। bbox=[722, 475, 933, 518]
newspaper-logo bbox=[8, 32, 82, 61]
notice-date: তারিখ: ২৩.০৩.২০২২ bbox=[148, 812, 228, 823]
notice-para-3: এক্ষণে যেহেতু, কার্যবিধি ৩৩৯ বি (১) ধারার বিধান অনুযায়ী উক্ত আসামীকে নিম্ন তফসিলে তাহার নামের পার্শ্বে লিখিত মামলা বিচারের জন্য আদেশ জারী হইবার ১০ দিনের মধ্যে বিজ্ঞ এম.এম আদালত নং-৩১ এ হাজির হইবার নির্দেশ দেওয়া যাইতেছে। অন্যথায় তাহার অনুপস্থিতিতে বিচার কার্য সমাধা করা হইবে। bbox=[490, 566, 701, 620]
accused-table bbox=[14, 1341, 228, 1413]
notice-date: তারিখ: ২৩.০৩.২০২২ bbox=[853, 812, 933, 823]
tafsil-heading: তফসিল bbox=[341, 1326, 371, 1338]
accused-name-address: আনোয়ারুল ইসলাম, পিতা: মাজহারুল ইসলাম, প্রো: ইলেক্ট্রো গ্যালারী, সাং-২৫৩/৬, পশ্চিম বানিয়া খামার মেইন রোড, পো: খুলনা বিশ্ব-৯২৬৮, সোনাডাঙ্গা, খুলনা সিটি কর্পোরেশন, জেলা-খুলনা, bbox=[720, 1357, 837, 1422]
col-header-case-section: মামলার নম্বর ও ধারা bbox=[606, 641, 701, 657]
accused-table bbox=[484, 992, 698, 1064]
gov-header: গণপ্রজাতন্ত্রী বাংলাদেশ সরকার চীফ মেট্রোপলিটন ম্যাজিস্ট্রেট এর কার্যালয় ঢাকা। bbox=[40, 1122, 202, 1158]
kumari-puja-photo bbox=[300, 261, 478, 359]
signature: অতিরিক্ত চীফ মেট্রোপলিটন ম্যাজিস্ট্রেট ও ভারপ্রাপ্ত কর্মকর্তা (জে,এম,শাখা) bbox=[101, 1086, 228, 1107]
accused-table bbox=[249, 992, 463, 1064]
tafsil-heading: তফসিল bbox=[106, 1326, 136, 1338]
col-header-name-address: আসামীর নাম ও ঠিকানা bbox=[15, 992, 132, 1008]
notice-para-3: এক্ষণে যেহেতু, কার্যবিধি ৩৩৯ বি (১) ধারার বিধান অনুযায়ী উক্ত আসামীকে নিম্ন তফসিলে তাহার নামের পার্শ্বে লিখিত মামলা বিচারের জন্য আদেশ জারী হইবার ১০ দিনের মধ্যে বিজ্ঞ এম.এম আদালত নং-৩১ এ হাজির হইবার নির্দেশ দেওয়া যাইতেছে। অন্যথায় তাহার অনুপস্থিতিতে বিচার কার্য সমাধা করা হইবে। bbox=[719, 918, 933, 971]
gov-header: গণপ্রজাতন্ত্রী বাংলাদেশ সরকার চীফ মেট্রোপলিটন ম্যাজিস্ট্রেট এর কার্যালয় ঢাকা। bbox=[510, 773, 672, 808]
col-header-name-address: আসামীর নাম ও ঠিকানা bbox=[720, 992, 837, 1008]
notice-date: তারিখ: ২৩.০৩.২০২২ bbox=[853, 1162, 933, 1173]
notice-para-3: এক্ষণে যেহেতু, কার্যবিধি ৩৩৯ বি (১) ধারার বিধান অনুযায়ী উক্ত আসামীকে নিম্ন তফসিলে তাহার নামের পার্শ্বে লিখিত মামলা বিচারের জন্য আদেশ জারী হইবার ১০ দিনের মধ্যে বিজ্ঞ এম.এম আদালত নং-৩১ এ হাজির হইবার নির্দেশ দেওয়া যাইতেছে। অন্যথায় তাহার অনুপস্থিতিতে বিচার কার্য সমাধা করা হইবে। bbox=[484, 1267, 698, 1321]
col-header-case-section: মামলার নম্বর ও ধারা bbox=[602, 992, 698, 1008]
accused-table bbox=[484, 1341, 698, 1393]
feature-body bbox=[158, 138, 478, 256]
col-header-name-address: আসামীর নাম ও ঠিকানা bbox=[250, 1342, 367, 1358]
notice-para-2: এবং অত্র আদালতে বিশ্বাস করিবার কারণ রহিয়াছে যে, অত্র আদালতে বিচারার্থে উক্ত আসামী সোপর্দ/গ্রেফতার এড়াইবার জন্য পলাতক রহিয়াছে বা আত্মগোপন করিয়াছে এবং উক্ত আসামীকে শীঘ্রই গ্রেফতার করিবার সম্ভাবনা নাই। bbox=[490, 521, 701, 564]
